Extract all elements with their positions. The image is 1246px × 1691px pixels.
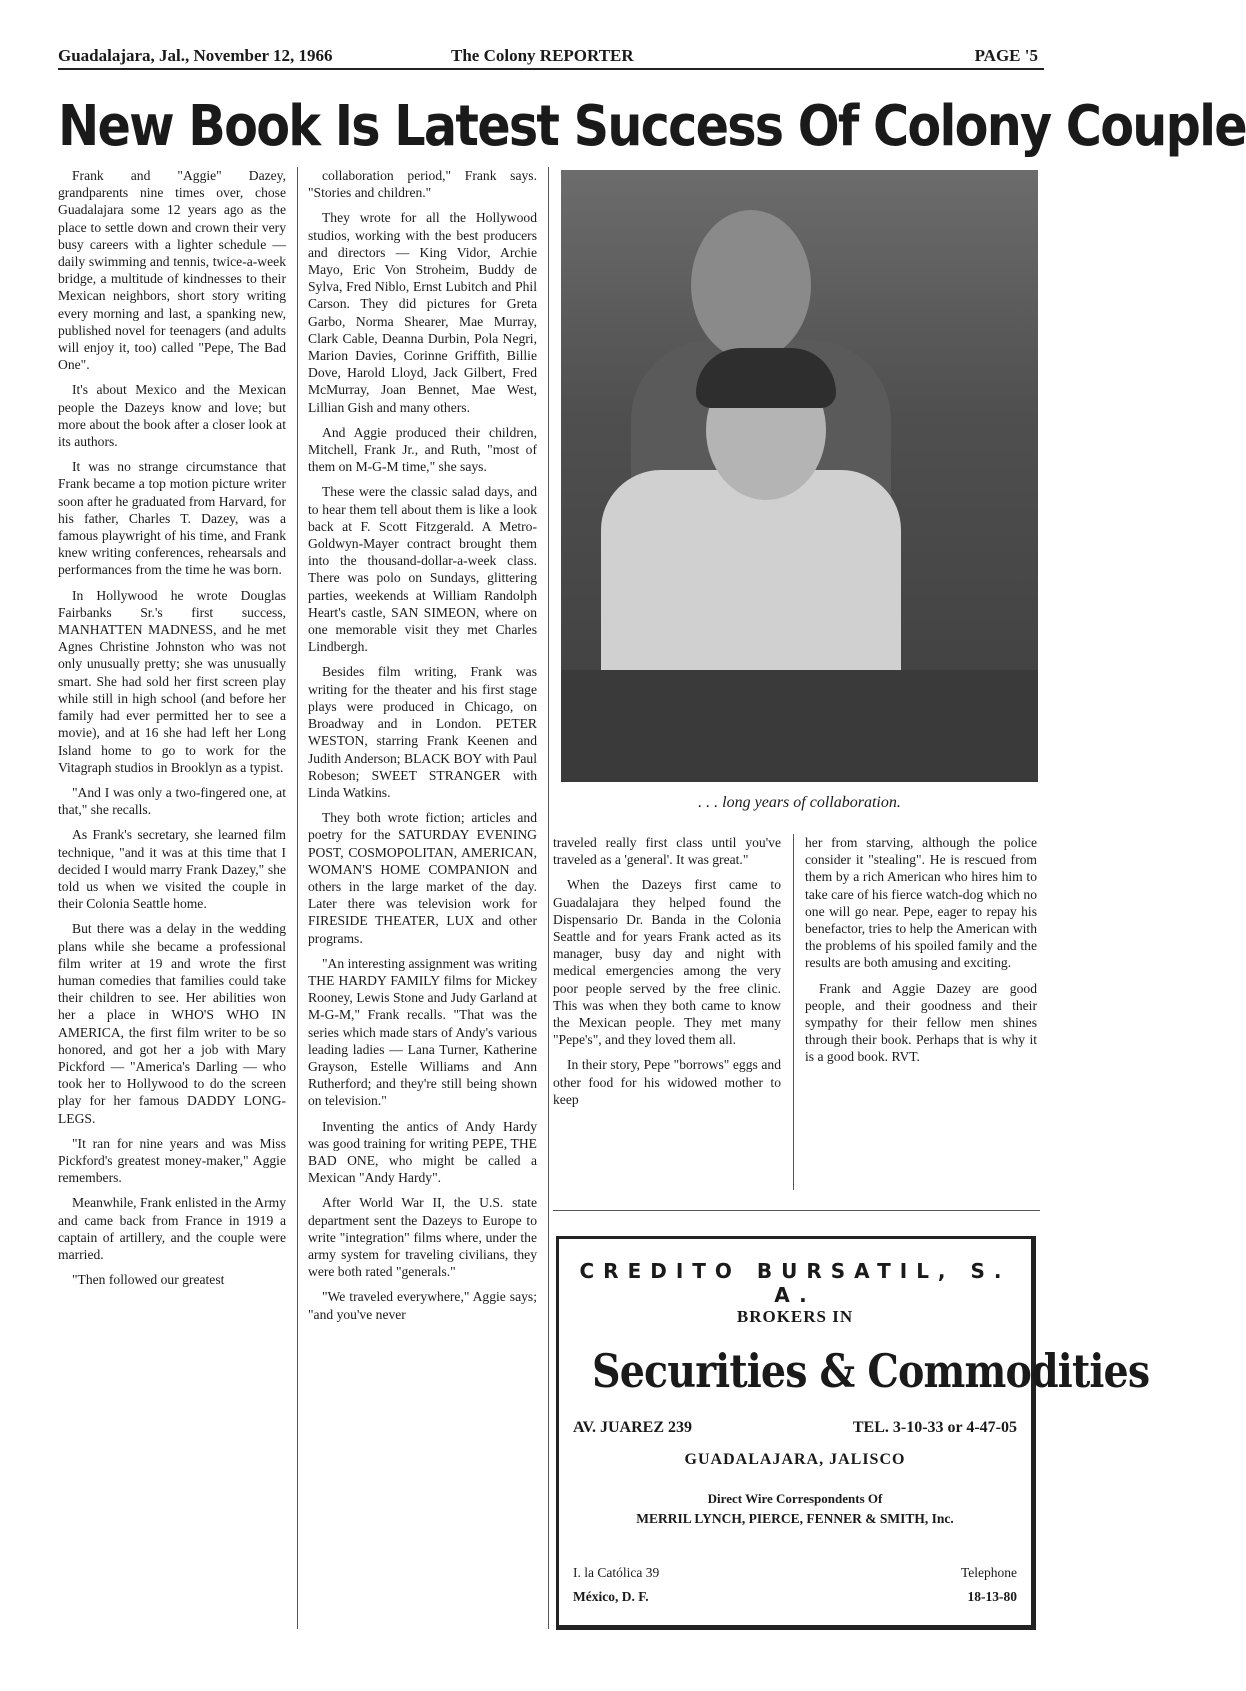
paragraph: They wrote for all the Hollywood studios, working with the best producers and directors — King Vidor, Archie Mayo, Eric Von Stroheim, Buddy de Sylva, Fred Niblo, Ernst Lubitch and Phil Carson. They did pictures for Greta Garbo, Norma Shearer, Mae Murray, Clark Cable, Deanna Durbin, Pola Negri, Marion Davies, Corinne Griffith, Billie Dove, Harold Lloyd, Jack Gilbert, Fred McMurray, Joan Bennet, Mae West, Lillian Gish and many others. [308, 210, 537, 415]
paragraph: And Aggie produced their children, Mitchell, Frank Jr., and Ruth, "most of them on M-G-M time," she says. [308, 424, 537, 475]
photo-woman-hair [696, 348, 836, 408]
paragraph: It was no strange circumstance that Frank became a top motion picture writer soon after he graduated from Harvard, for his father, Charles T. Dazey, was a famous playwright of his time, and Frank knew writing conferences, rehearsals and performances from the time he was born. [58, 459, 286, 578]
ad-direct-wire: Direct Wire Correspondents Of [707, 1491, 883, 1506]
paragraph: After World War II, the U.S. state department sent the Dazeys to Europe to write "integration" films where, under the army system for traveling civilians, they were both rated "generals." [308, 1195, 537, 1280]
masthead-date: Guadalajara, Jal., November 12, 1966 [58, 46, 333, 65]
paragraph: But there was a delay in the wedding plans while she became a professional film writer at 19 and wrote the first human comedies that families could take their children to see. Her abilities won her a place in WHO'S WHO IN AMERICA, the first film writer to be so honored, and got her a job with Mary Pickford — "America's Darling — who took her to Hollywood to do the screen play for her famous DADDY LONG-LEGS. [58, 921, 286, 1126]
paragraph: collaboration period," Frank says. "Stories and children." [308, 168, 537, 201]
ad-company-name: CREDITO BURSATIL, S. A. [579, 1259, 1011, 1307]
ad-brokers-in: BROKERS IN [736, 1307, 854, 1326]
ad-headline: Securities & Commodities [592, 1344, 1150, 1398]
masthead [58, 44, 1044, 70]
paragraph: her from starving, although the police consider it "stealing". He is rescued from them by a rich American who hires him to take care of his fierce watch-dog which no one will go near. Pepe, eager to repay his benefactor, tries to help the American with the problems of his spoiled family and the results are both amusing and exciting. [805, 835, 1037, 971]
ad-telephone: TEL. 3-10-33 or 4-47-05 [852, 1419, 1017, 1436]
article-column-1 [58, 167, 286, 1629]
ad-office [573, 1561, 659, 1609]
paragraph: traveled really first class until you've traveled as a 'general'. It was great." [553, 835, 781, 868]
paragraph: In Hollywood he wrote Douglas Fairbanks Sr.'s first success, MANHATTEN MADNESS, and he met Agnes Christine Johnston who was not only unusually pretty; she was unusually smart. She had sold her first screen play while still in high school (and before her family had ever permitted her to see a movie), and at 16 she had left her Long Island home to go to work for the Vitagraph studios in Brooklyn as a typist. [58, 587, 286, 775]
photo-shadow [561, 670, 1038, 782]
paragraph: Frank and Aggie Dazey are good people, and their goodness and their sympathy for their fellow men shines through their book. Perhaps that is why it is a good book. RVT. [805, 980, 1037, 1065]
ad-city: GUADALAJARA, JALISCO [684, 1451, 906, 1468]
section-divider [553, 1210, 1040, 1211]
article-column-3 [553, 834, 781, 1190]
paragraph: "An interesting assignment was writing THE HARDY FAMILY films for Mickey Rooney, Lewis Stone and Judy Garland at M-G-M," Frank recalls. "That was the series which made stars of Andy's various leading ladies — Lana Turner, Katherine Grayson, Estelle Williams and Ann Rutherford; and they're still being shown on television." [308, 955, 537, 1109]
paragraph: As Frank's secretary, she learned film technique, "and it was at this time that I decided I would marry Frank Dazey," she told us when we visited the couple in their Colonia Seattle home. [58, 827, 286, 912]
paragraph: "We traveled everywhere," Aggie says; "and you've never [308, 1289, 537, 1322]
ad-phone-number: 18-13-80 [967, 1589, 1017, 1604]
column-divider [793, 834, 794, 1190]
couple-photo [561, 170, 1038, 782]
paragraph: They both wrote fiction; articles and poetry for the SATURDAY EVENING POST, COSMOPOLITAN, AMERICAN, WOMAN'S HOME COMPANION and others in the large market of the day. Later there was television work for FIRESIDE THEATER, LUX and other programs. [308, 810, 537, 946]
paragraph: "It ran for nine years and was Miss Pickford's greatest money-maker," Aggie remembers. [58, 1135, 286, 1186]
masthead-page-number: PAGE '5 [974, 46, 1038, 65]
paragraph: "Then followed our greatest [72, 1272, 225, 1288]
column-divider [297, 167, 298, 1629]
ad-address: AV. JUAREZ 239 [573, 1419, 692, 1436]
column-divider [548, 167, 549, 1629]
ad-office-city: México, D. F. [573, 1589, 649, 1604]
article-column-2 [308, 167, 537, 1629]
paragraph: Inventing the antics of Andy Hardy was good training for writing PEPE, THE BAD ONE, who might be called a Mexican "Andy Hardy". [308, 1118, 537, 1186]
paragraph: Frank and "Aggie" Dazey, grandparents nine times over, chose Guadalajara some 12 years ago as the place to settle down and crown their very busy careers with a lighter schedule —daily swimming and tennis, twice-a-week bridge, a multitude of kindnesses to their Mexican neighbors, short story writing every morning and last, a spanking new, published novel for teenagers (and adults will enjoy it, too) called "Pepe, The Bad One". [58, 168, 286, 373]
photo-caption: . . . long years of collaboration. [698, 794, 901, 811]
headline: New Book Is Latest Success Of Colony Couple [58, 94, 1246, 159]
paragraph: It's about Mexico and the Mexican people the Dazeys know and love; but more about the book after a closer look at its authors. [58, 382, 286, 450]
ad-phone-label: Telephone [960, 1565, 1017, 1580]
ad-office-address: I. la Católica 39 [573, 1565, 660, 1580]
ad-correspondent: MERRIL LYNCH, PIERCE, FENNER & SMITH, Inc. [636, 1511, 954, 1526]
advertisement-credito-bursatil [556, 1236, 1150, 1630]
masthead-paper-name: The Colony REPORTER [451, 46, 634, 65]
photo-woman-figure [601, 470, 901, 670]
paragraph: When the Dazeys first came to Guadalajara they helped found the Dispensario Dr. Banda in the Colonia Seattle and for years Frank acted as its manager, busy day and night with medical emergencies among the very poor people served by the free clinic. This was when they both came to know the Mexican people. They met many "Pepe's", and they loved them all. [553, 877, 781, 1048]
paragraph: In their story, Pepe "borrows" eggs and other food for his widowed mother to keep [553, 1057, 781, 1107]
photo-man-head [691, 210, 811, 360]
paragraph: These were the classic salad days, and to hear them tell about them is like a look back at F. Scott Fitzgerald. A Metro-Goldwyn-Mayer contract brought them into the thousand-dollar-a-week class. There was polo on Sundays, glittering parties, weekends at William Randolph Heart's castle, SAN SIMEON, where on one memorable visit they met Charles Lindbergh. [308, 484, 537, 655]
paragraph: Meanwhile, Frank enlisted in the Army and came back from France in 1919 a captain of artillery, and the couple were married. [58, 1195, 286, 1262]
paragraph: "And I was only a two-fingered one, at that," she recalls. [58, 784, 286, 818]
paragraph: Besides film writing, Frank was writing for the theater and his first stage plays were produced in Chicago, on Broadway and in London. PETER WESTON, starring Frank Keenen and Judith Anderson; BLACK BOY with Paul Robeson; SWEET STRANGER with Linda Watkins. [308, 664, 537, 800]
article-column-4 [805, 834, 1037, 1190]
ad-phone [961, 1561, 1017, 1609]
